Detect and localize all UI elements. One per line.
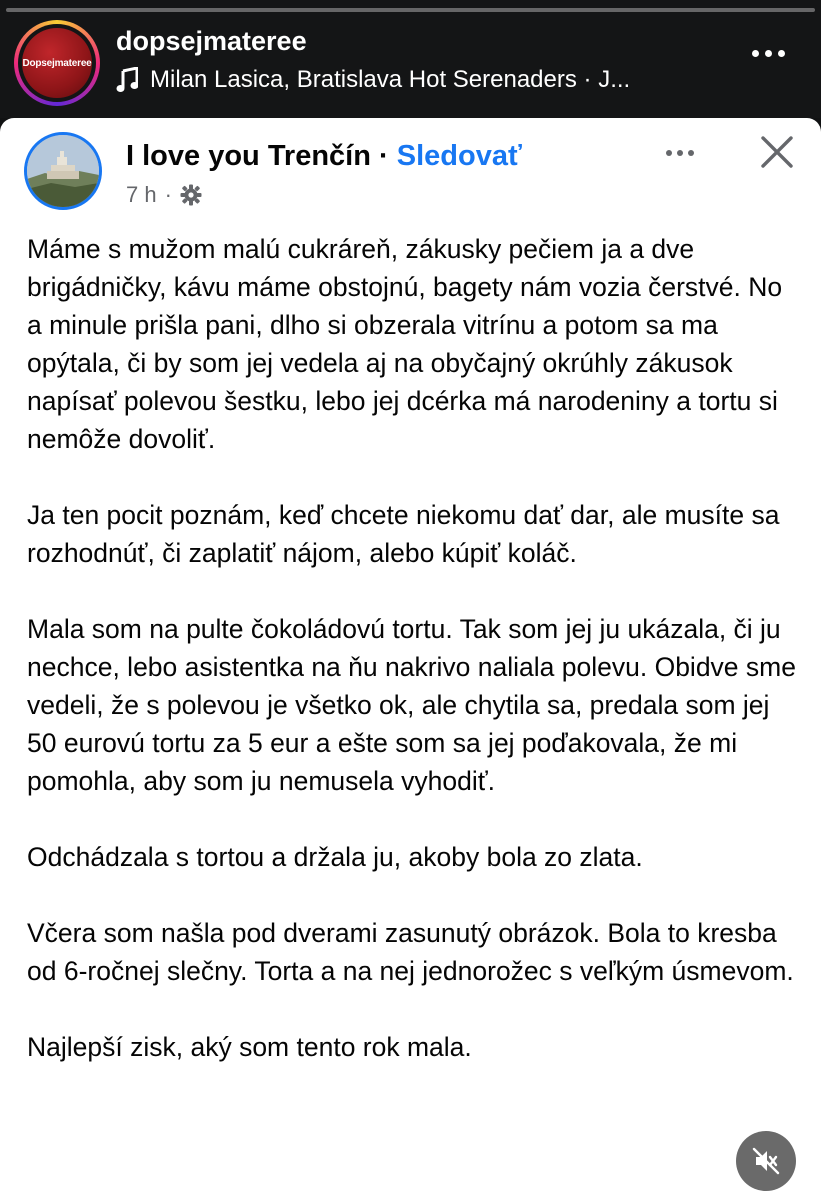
story-music-row[interactable]	[116, 66, 630, 94]
post-card	[0, 118, 821, 1200]
music-note-icon	[116, 67, 138, 93]
story-more-icon[interactable]	[752, 50, 785, 57]
mute-icon	[751, 1146, 781, 1176]
story-progress-bar	[6, 8, 815, 12]
post-body	[27, 230, 802, 1104]
close-icon[interactable]	[757, 132, 797, 172]
mute-button[interactable]	[736, 1131, 796, 1191]
post-paragraph: Máme s mužom malú cukráreň, zákusky pečiem ja a dve brigádničky, kávu máme obstojnú, bagety nám vozia čerstvé. No a minule prišla pani, dlho si obzerala vitrínu a potom sa ma opýtala, či by som jej vedela aj na obyčajný okrúhly zákusok napísať polevou šestku, lebo jej dcérka má narodeniny a tortu si nemôže dovoliť.	[27, 234, 783, 454]
story-username[interactable]: dopsejmateree	[116, 26, 307, 56]
story-header	[0, 0, 821, 118]
post-time[interactable]: 7 h	[126, 182, 157, 207]
story-avatar[interactable]	[14, 20, 100, 106]
post-more-icon[interactable]	[666, 150, 694, 156]
follow-button[interactable]: Sledovať	[396, 140, 522, 172]
page-name-row	[126, 140, 522, 173]
post-paragraph: Ja ten pocit poznám, keď chcete niekomu dať dar, ale musíte sa rozhodnúť, či zaplatiť nájom, alebo kúpiť koláč.	[27, 500, 780, 568]
avatar-logo-text: Dopsejmateree	[22, 57, 92, 69]
page-avatar[interactable]	[24, 132, 102, 210]
name-separator: ·	[370, 140, 397, 172]
post-paragraph: Najlepší zisk, aký som tento rok mala.	[27, 1032, 472, 1062]
story-avatar-image	[22, 28, 92, 98]
public-gear-icon	[180, 184, 202, 206]
post-paragraph: Odchádzala s tortou a držala ju, akoby bola zo zlata.	[27, 842, 643, 872]
story-music-label: Milan Lasica, Bratislava Hot Serenaders · J...	[150, 66, 631, 93]
meta-separator: ·	[164, 182, 172, 207]
post-meta	[126, 182, 202, 208]
post-paragraph: Včera som našla pod dverami zasunutý obrázok. Bola to kresba od 6-ročnej slečny. Torta a na nej jednorožec s veľkým úsmevom.	[27, 918, 794, 986]
post-paragraph: Mala som na pulte čokoládovú tortu. Tak som jej ju ukázala, či ju nechce, lebo asistentka na ňu nakrivo naliala polevu. Obidve sme vedeli, že s polevou je všetko ok, ale chytila sa, predala som jej 50 eurovú tortu za 5 eur a ešte som sa jej poďakovala, že mi pomohla, aby som ju nemusela vyhodiť.	[27, 614, 796, 796]
page-name[interactable]: I love you Trenčín	[126, 140, 371, 172]
castle-image-icon	[27, 135, 99, 207]
